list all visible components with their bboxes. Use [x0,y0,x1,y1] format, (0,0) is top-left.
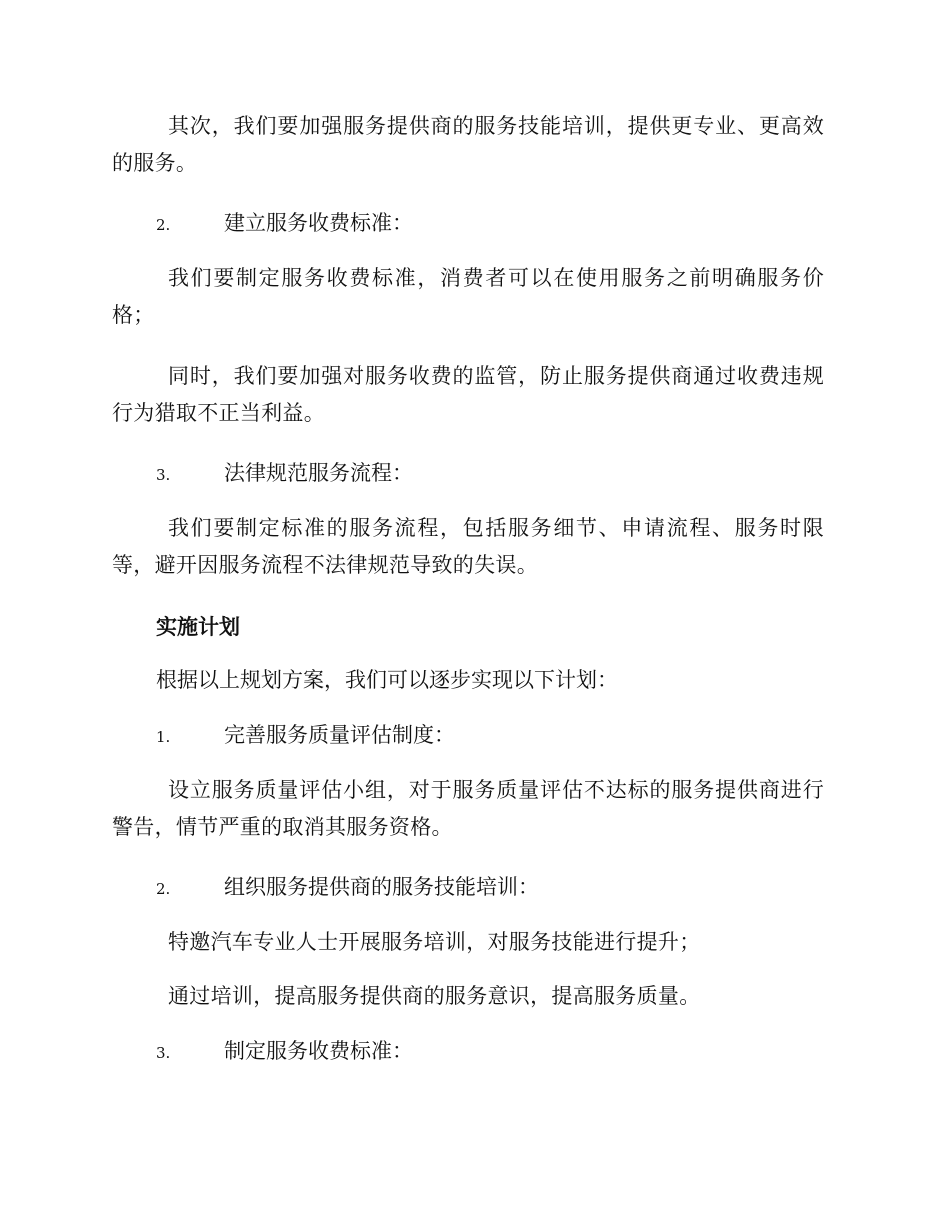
list-number: 2. [156,216,171,234]
list-number: 3. [156,1044,171,1062]
list-item-text: 完善服务质量评估制度： [224,723,455,747]
section-heading: 实施计划 [156,614,240,639]
list-item-set-fee-standard [156,1033,816,1072]
paragraph-fee-supervision: 同时，我们要加强对服务收费的监管，防止服务提供商通过收费违规行为猎取不正当利益。 [112,364,824,425]
list-item-text: 制定服务收费标准： [224,1039,413,1063]
list-item-quality-evaluation [156,717,816,756]
paragraph-expert-training: 特邀汽车专业人士开展服务培训，对服务技能进行提升； [168,930,701,954]
paragraph-plan-intro: 根据以上规划方案，我们可以逐步实现以下计划： [156,668,618,692]
list-item-text: 组织服务提供商的服务技能培训： [224,875,539,899]
paragraph-training: 其次，我们要加强服务提供商的服务技能培训，提供更专业、更高效的服务。 [112,114,824,175]
list-number: 2. [156,880,171,898]
list-item-skill-training [156,869,816,908]
list-item-fee-standard [156,205,816,244]
list-item-text: 建立服务收费标准： [224,211,413,235]
list-item-process-norms [156,455,816,494]
list-item-text: 法律规范服务流程： [224,461,413,485]
list-number: 1. [156,728,171,746]
paragraph-fee-standard: 我们要制定服务收费标准，消费者可以在使用服务之前明确服务价格； [112,266,824,327]
paragraph-quality-evaluation: 设立服务质量评估小组，对于服务质量评估不达标的服务提供商进行警告，情节严重的取消其服务资格。 [112,778,824,839]
paragraph-training-result: 通过培训，提高服务提供商的服务意识，提高服务质量。 [168,984,701,1008]
list-number: 3. [156,466,171,484]
paragraph-process-norms: 我们要制定标准的服务流程，包括服务细节、申请流程、服务时限等，避开因服务流程不法律规范导致的失误。 [112,516,824,577]
